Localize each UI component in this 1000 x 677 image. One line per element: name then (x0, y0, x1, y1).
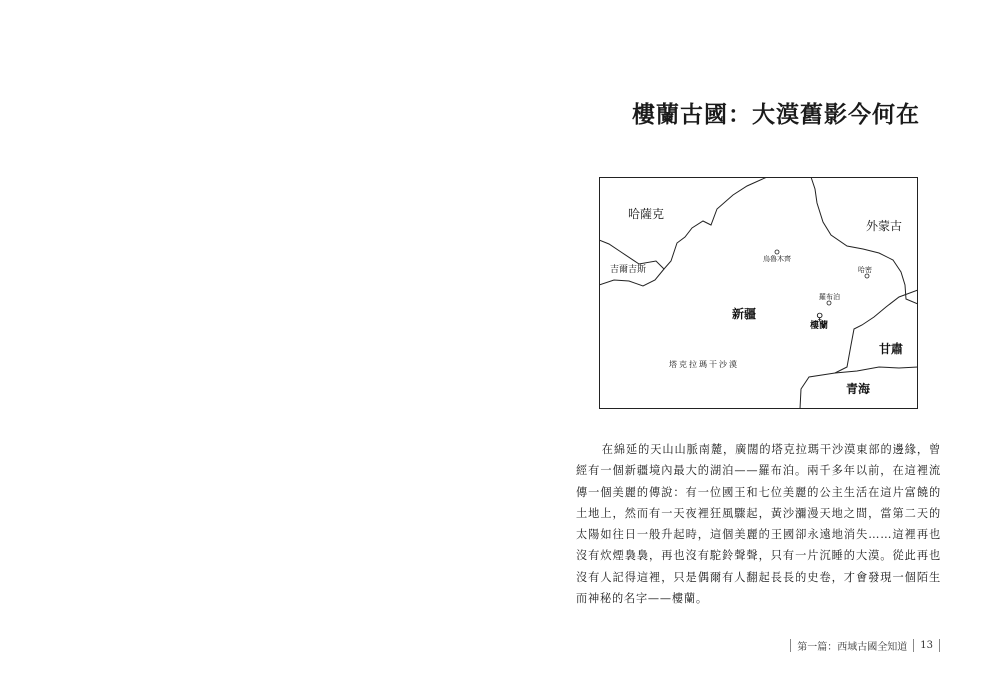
label-taklamakan: 塔克拉瑪干沙漠 (669, 360, 739, 369)
label-hasake: 哈薩克 (628, 207, 665, 221)
label-loulan: 樓蘭 (810, 321, 829, 331)
label-jierjisi: 吉爾吉斯 (610, 265, 647, 275)
body-text (576, 439, 941, 609)
footer-section: 第一篇：西域古國全知道 (797, 642, 908, 653)
loulan-marker-icon: ♀ (816, 312, 824, 323)
label-hami: 哈密 (858, 266, 872, 274)
label-waimenggu: 外蒙古 (866, 219, 903, 233)
footer-divider (790, 639, 791, 652)
label-luobupo: 羅布泊 (819, 293, 840, 301)
label-qinghai: 青海 (846, 382, 871, 396)
page-title: 樓蘭古國：大漠舊影今何在 (632, 101, 920, 128)
label-gansu: 甘肅 (879, 342, 904, 356)
footer-divider (939, 639, 940, 652)
page-number: 13 (920, 640, 933, 651)
xinjiang-map (599, 177, 918, 409)
footer-divider (913, 639, 914, 652)
label-xinjiang: 新疆 (732, 307, 757, 321)
body-paragraph: 在綿延的天山山脈南麓，廣闊的塔克拉瑪干沙漠東部的邊緣，曾經有一個新疆境內最大的湖泊——羅布泊。兩千多年以前，在這裡流傳一個美麗的傳說：有一位國王和七位美麗的公主生活在這片富饒的土地上，然而有一天夜裡狂風驟起，黃沙瀰漫天地之間，當第二天的太陽如往日一般升起時，這個美麗的王國卻永遠地消失……這裡再也沒有炊煙裊裊，再也沒有駝鈴聲聲，只有一片沉睡的大漠。從此再也沒有人記得這裡，只是偶爾有人翻起長長的史卷，才會發現一個陌生而神秘的名字——樓蘭。 (576, 443, 941, 606)
page-footer (790, 638, 940, 653)
label-wulumuqi: 烏魯木齊 (763, 255, 791, 263)
map-svg (599, 177, 918, 409)
